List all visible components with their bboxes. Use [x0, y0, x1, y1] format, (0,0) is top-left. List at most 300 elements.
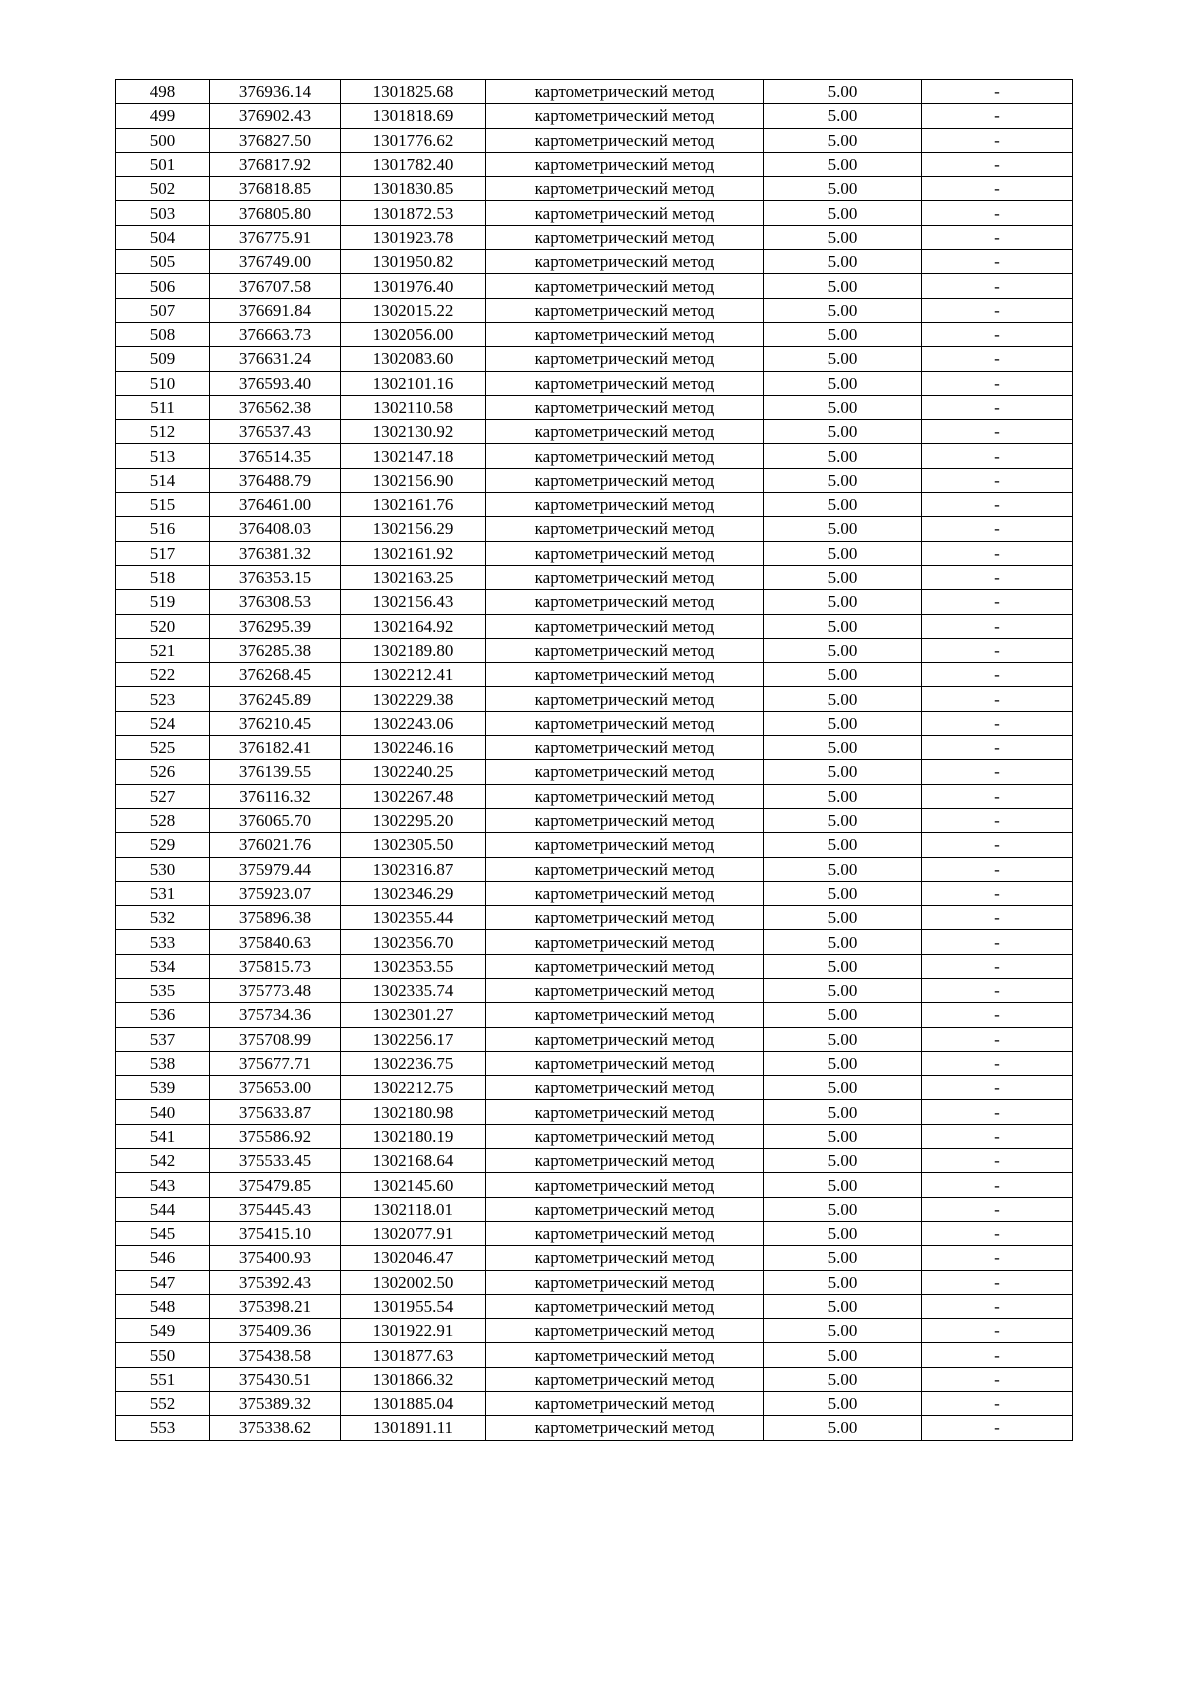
y-coordinate-cell: 1302101.16: [341, 371, 486, 395]
method-cell: картометрический метод: [486, 1294, 764, 1318]
x-coordinate-cell: 375586.92: [210, 1124, 341, 1148]
accuracy-cell: 5.00: [764, 930, 922, 954]
x-coordinate-cell: 376902.43: [210, 104, 341, 128]
y-coordinate-cell: 1302161.76: [341, 493, 486, 517]
table-row: [116, 614, 1073, 638]
document-page: [115, 79, 1072, 1441]
accuracy-cell: 5.00: [764, 1270, 922, 1294]
point-number-cell: 512: [116, 420, 210, 444]
y-coordinate-cell: 1302301.27: [341, 1003, 486, 1027]
table-row: [116, 638, 1073, 662]
point-number-cell: 508: [116, 322, 210, 346]
method-cell: картометрический метод: [486, 857, 764, 881]
accuracy-cell: 5.00: [764, 128, 922, 152]
point-number-cell: 505: [116, 250, 210, 274]
y-coordinate-cell: 1302002.50: [341, 1270, 486, 1294]
accuracy-cell: 5.00: [764, 638, 922, 662]
description-cell: -: [922, 371, 1073, 395]
point-number-cell: 525: [116, 736, 210, 760]
table-row: [116, 128, 1073, 152]
description-cell: -: [922, 1173, 1073, 1197]
x-coordinate-cell: 375677.71: [210, 1051, 341, 1075]
method-cell: картометрический метод: [486, 1003, 764, 1027]
y-coordinate-cell: 1302189.80: [341, 638, 486, 662]
description-cell: -: [922, 517, 1073, 541]
point-number-cell: 523: [116, 687, 210, 711]
x-coordinate-cell: 376775.91: [210, 225, 341, 249]
point-number-cell: 527: [116, 784, 210, 808]
y-coordinate-cell: 1301866.32: [341, 1367, 486, 1391]
accuracy-cell: 5.00: [764, 760, 922, 784]
method-cell: картометрический метод: [486, 590, 764, 614]
x-coordinate-cell: 376353.15: [210, 565, 341, 589]
x-coordinate-cell: 375979.44: [210, 857, 341, 881]
table-row: [116, 250, 1073, 274]
accuracy-cell: 5.00: [764, 1173, 922, 1197]
accuracy-cell: 5.00: [764, 1319, 922, 1343]
table-row: [116, 444, 1073, 468]
accuracy-cell: 5.00: [764, 104, 922, 128]
table-row: [116, 978, 1073, 1002]
table-row: [116, 1319, 1073, 1343]
x-coordinate-cell: 376295.39: [210, 614, 341, 638]
table-row: [116, 663, 1073, 687]
y-coordinate-cell: 1302156.29: [341, 517, 486, 541]
table-row: [116, 493, 1073, 517]
table-row: [116, 590, 1073, 614]
accuracy-cell: 5.00: [764, 1367, 922, 1391]
table-row: [116, 1392, 1073, 1416]
table-row: [116, 225, 1073, 249]
method-cell: картометрический метод: [486, 1076, 764, 1100]
accuracy-cell: 5.00: [764, 1294, 922, 1318]
method-cell: картометрический метод: [486, 833, 764, 857]
point-number-cell: 511: [116, 395, 210, 419]
point-number-cell: 520: [116, 614, 210, 638]
description-cell: -: [922, 104, 1073, 128]
accuracy-cell: 5.00: [764, 833, 922, 857]
method-cell: картометрический метод: [486, 784, 764, 808]
accuracy-cell: 5.00: [764, 1003, 922, 1027]
point-number-cell: 499: [116, 104, 210, 128]
method-cell: картометрический метод: [486, 1197, 764, 1221]
method-cell: картометрический метод: [486, 80, 764, 104]
point-number-cell: 509: [116, 347, 210, 371]
x-coordinate-cell: 376116.32: [210, 784, 341, 808]
y-coordinate-cell: 1301872.53: [341, 201, 486, 225]
method-cell: картометрический метод: [486, 906, 764, 930]
y-coordinate-cell: 1302305.50: [341, 833, 486, 857]
accuracy-cell: 5.00: [764, 347, 922, 371]
description-cell: -: [922, 80, 1073, 104]
description-cell: -: [922, 1367, 1073, 1391]
accuracy-cell: 5.00: [764, 1051, 922, 1075]
point-number-cell: 501: [116, 152, 210, 176]
table-row: [116, 808, 1073, 832]
y-coordinate-cell: 1302077.91: [341, 1221, 486, 1245]
y-coordinate-cell: 1301885.04: [341, 1392, 486, 1416]
y-coordinate-cell: 1302295.20: [341, 808, 486, 832]
table-row: [116, 1076, 1073, 1100]
method-cell: картометрический метод: [486, 638, 764, 662]
table-row: [116, 1367, 1073, 1391]
y-coordinate-cell: 1302147.18: [341, 444, 486, 468]
accuracy-cell: 5.00: [764, 177, 922, 201]
method-cell: картометрический метод: [486, 565, 764, 589]
method-cell: картометрический метод: [486, 1173, 764, 1197]
y-coordinate-cell: 1302015.22: [341, 298, 486, 322]
point-number-cell: 528: [116, 808, 210, 832]
y-coordinate-cell: 1301782.40: [341, 152, 486, 176]
x-coordinate-cell: 376631.24: [210, 347, 341, 371]
point-number-cell: 545: [116, 1221, 210, 1245]
x-coordinate-cell: 376268.45: [210, 663, 341, 687]
description-cell: -: [922, 1003, 1073, 1027]
y-coordinate-cell: 1302240.25: [341, 760, 486, 784]
y-coordinate-cell: 1302246.16: [341, 736, 486, 760]
method-cell: картометрический метод: [486, 1343, 764, 1367]
table-row: [116, 1003, 1073, 1027]
method-cell: картометрический метод: [486, 1319, 764, 1343]
y-coordinate-cell: 1302130.92: [341, 420, 486, 444]
accuracy-cell: 5.00: [764, 906, 922, 930]
description-cell: -: [922, 395, 1073, 419]
x-coordinate-cell: 375445.43: [210, 1197, 341, 1221]
point-number-cell: 532: [116, 906, 210, 930]
accuracy-cell: 5.00: [764, 250, 922, 274]
table-row: [116, 906, 1073, 930]
accuracy-cell: 5.00: [764, 954, 922, 978]
description-cell: -: [922, 1416, 1073, 1440]
x-coordinate-cell: 376827.50: [210, 128, 341, 152]
description-cell: -: [922, 687, 1073, 711]
y-coordinate-cell: 1302163.25: [341, 565, 486, 589]
y-coordinate-cell: 1302083.60: [341, 347, 486, 371]
accuracy-cell: 5.00: [764, 590, 922, 614]
table-row: [116, 1246, 1073, 1270]
y-coordinate-cell: 1302110.58: [341, 395, 486, 419]
method-cell: картометрический метод: [486, 1416, 764, 1440]
point-number-cell: 543: [116, 1173, 210, 1197]
point-number-cell: 522: [116, 663, 210, 687]
x-coordinate-cell: 375815.73: [210, 954, 341, 978]
description-cell: -: [922, 1392, 1073, 1416]
method-cell: картометрический метод: [486, 420, 764, 444]
method-cell: картометрический метод: [486, 760, 764, 784]
y-coordinate-cell: 1301976.40: [341, 274, 486, 298]
coordinates-table: [115, 79, 1073, 1441]
x-coordinate-cell: 376663.73: [210, 322, 341, 346]
accuracy-cell: 5.00: [764, 1100, 922, 1124]
y-coordinate-cell: 1301818.69: [341, 104, 486, 128]
x-coordinate-cell: 375734.36: [210, 1003, 341, 1027]
x-coordinate-cell: 376245.89: [210, 687, 341, 711]
description-cell: -: [922, 930, 1073, 954]
description-cell: -: [922, 128, 1073, 152]
accuracy-cell: 5.00: [764, 711, 922, 735]
method-cell: картометрический метод: [486, 444, 764, 468]
x-coordinate-cell: 375400.93: [210, 1246, 341, 1270]
method-cell: картометрический метод: [486, 1270, 764, 1294]
accuracy-cell: 5.00: [764, 1197, 922, 1221]
x-coordinate-cell: 375392.43: [210, 1270, 341, 1294]
table-row: [116, 152, 1073, 176]
accuracy-cell: 5.00: [764, 565, 922, 589]
y-coordinate-cell: 1302212.41: [341, 663, 486, 687]
table-row: [116, 104, 1073, 128]
accuracy-cell: 5.00: [764, 371, 922, 395]
description-cell: -: [922, 541, 1073, 565]
x-coordinate-cell: 375896.38: [210, 906, 341, 930]
y-coordinate-cell: 1302229.38: [341, 687, 486, 711]
method-cell: картометрический метод: [486, 1392, 764, 1416]
table-row: [116, 1051, 1073, 1075]
accuracy-cell: 5.00: [764, 784, 922, 808]
table-row: [116, 1100, 1073, 1124]
description-cell: -: [922, 663, 1073, 687]
point-number-cell: 536: [116, 1003, 210, 1027]
y-coordinate-cell: 1302046.47: [341, 1246, 486, 1270]
x-coordinate-cell: 376461.00: [210, 493, 341, 517]
table-row: [116, 1416, 1073, 1440]
y-coordinate-cell: 1302145.60: [341, 1173, 486, 1197]
x-coordinate-cell: 376805.80: [210, 201, 341, 225]
point-number-cell: 539: [116, 1076, 210, 1100]
accuracy-cell: 5.00: [764, 517, 922, 541]
point-number-cell: 540: [116, 1100, 210, 1124]
y-coordinate-cell: 1302316.87: [341, 857, 486, 881]
y-coordinate-cell: 1301877.63: [341, 1343, 486, 1367]
method-cell: картометрический метод: [486, 930, 764, 954]
y-coordinate-cell: 1301922.91: [341, 1319, 486, 1343]
point-number-cell: 531: [116, 881, 210, 905]
method-cell: картометрический метод: [486, 1367, 764, 1391]
table-row: [116, 833, 1073, 857]
point-number-cell: 534: [116, 954, 210, 978]
table-row: [116, 1197, 1073, 1221]
point-number-cell: 507: [116, 298, 210, 322]
accuracy-cell: 5.00: [764, 687, 922, 711]
x-coordinate-cell: 376488.79: [210, 468, 341, 492]
x-coordinate-cell: 376691.84: [210, 298, 341, 322]
accuracy-cell: 5.00: [764, 444, 922, 468]
table-row: [116, 954, 1073, 978]
method-cell: картометрический метод: [486, 978, 764, 1002]
description-cell: -: [922, 1221, 1073, 1245]
table-row: [116, 565, 1073, 589]
description-cell: -: [922, 1124, 1073, 1148]
table-row: [116, 1343, 1073, 1367]
x-coordinate-cell: 376065.70: [210, 808, 341, 832]
x-coordinate-cell: 376182.41: [210, 736, 341, 760]
method-cell: картометрический метод: [486, 468, 764, 492]
x-coordinate-cell: 376537.43: [210, 420, 341, 444]
table-row: [116, 177, 1073, 201]
method-cell: картометрический метод: [486, 1149, 764, 1173]
x-coordinate-cell: 375840.63: [210, 930, 341, 954]
y-coordinate-cell: 1301830.85: [341, 177, 486, 201]
point-number-cell: 498: [116, 80, 210, 104]
description-cell: -: [922, 1197, 1073, 1221]
point-number-cell: 526: [116, 760, 210, 784]
accuracy-cell: 5.00: [764, 978, 922, 1002]
description-cell: -: [922, 857, 1073, 881]
point-number-cell: 549: [116, 1319, 210, 1343]
method-cell: картометрический метод: [486, 1051, 764, 1075]
method-cell: картометрический метод: [486, 371, 764, 395]
description-cell: -: [922, 590, 1073, 614]
description-cell: -: [922, 201, 1073, 225]
x-coordinate-cell: 376308.53: [210, 590, 341, 614]
y-coordinate-cell: 1302236.75: [341, 1051, 486, 1075]
description-cell: -: [922, 1100, 1073, 1124]
description-cell: -: [922, 444, 1073, 468]
description-cell: -: [922, 638, 1073, 662]
point-number-cell: 529: [116, 833, 210, 857]
x-coordinate-cell: 376562.38: [210, 395, 341, 419]
table-row: [116, 1221, 1073, 1245]
method-cell: картометрический метод: [486, 395, 764, 419]
table-row: [116, 930, 1073, 954]
accuracy-cell: 5.00: [764, 420, 922, 444]
x-coordinate-cell: 376210.45: [210, 711, 341, 735]
point-number-cell: 546: [116, 1246, 210, 1270]
description-cell: -: [922, 298, 1073, 322]
accuracy-cell: 5.00: [764, 1392, 922, 1416]
point-number-cell: 504: [116, 225, 210, 249]
point-number-cell: 500: [116, 128, 210, 152]
description-cell: -: [922, 711, 1073, 735]
table-row: [116, 760, 1073, 784]
x-coordinate-cell: 376408.03: [210, 517, 341, 541]
y-coordinate-cell: 1302164.92: [341, 614, 486, 638]
method-cell: картометрический метод: [486, 711, 764, 735]
description-cell: -: [922, 736, 1073, 760]
accuracy-cell: 5.00: [764, 1416, 922, 1440]
point-number-cell: 518: [116, 565, 210, 589]
x-coordinate-cell: 375708.99: [210, 1027, 341, 1051]
point-number-cell: 521: [116, 638, 210, 662]
x-coordinate-cell: 376593.40: [210, 371, 341, 395]
description-cell: -: [922, 784, 1073, 808]
description-cell: -: [922, 833, 1073, 857]
table-row: [116, 687, 1073, 711]
table-row: [116, 1149, 1073, 1173]
method-cell: картометрический метод: [486, 274, 764, 298]
y-coordinate-cell: 1302212.75: [341, 1076, 486, 1100]
y-coordinate-cell: 1302168.64: [341, 1149, 486, 1173]
y-coordinate-cell: 1302355.44: [341, 906, 486, 930]
x-coordinate-cell: 375430.51: [210, 1367, 341, 1391]
table-row: [116, 322, 1073, 346]
description-cell: -: [922, 978, 1073, 1002]
description-cell: -: [922, 1246, 1073, 1270]
method-cell: картометрический метод: [486, 152, 764, 176]
table-row: [116, 371, 1073, 395]
x-coordinate-cell: 376936.14: [210, 80, 341, 104]
method-cell: картометрический метод: [486, 808, 764, 832]
point-number-cell: 502: [116, 177, 210, 201]
description-cell: -: [922, 493, 1073, 517]
table-row: [116, 541, 1073, 565]
x-coordinate-cell: 375398.21: [210, 1294, 341, 1318]
accuracy-cell: 5.00: [764, 493, 922, 517]
method-cell: картометрический метод: [486, 614, 764, 638]
description-cell: -: [922, 1270, 1073, 1294]
accuracy-cell: 5.00: [764, 152, 922, 176]
method-cell: картометрический метод: [486, 1246, 764, 1270]
accuracy-cell: 5.00: [764, 1149, 922, 1173]
x-coordinate-cell: 375409.36: [210, 1319, 341, 1343]
description-cell: -: [922, 1076, 1073, 1100]
method-cell: картометрический метод: [486, 104, 764, 128]
point-number-cell: 510: [116, 371, 210, 395]
x-coordinate-cell: 376285.38: [210, 638, 341, 662]
description-cell: -: [922, 468, 1073, 492]
x-coordinate-cell: 375438.58: [210, 1343, 341, 1367]
point-number-cell: 542: [116, 1149, 210, 1173]
description-cell: -: [922, 347, 1073, 371]
y-coordinate-cell: 1302267.48: [341, 784, 486, 808]
table-row: [116, 1294, 1073, 1318]
description-cell: -: [922, 760, 1073, 784]
description-cell: -: [922, 954, 1073, 978]
y-coordinate-cell: 1301825.68: [341, 80, 486, 104]
y-coordinate-cell: 1302180.98: [341, 1100, 486, 1124]
description-cell: -: [922, 881, 1073, 905]
x-coordinate-cell: 375479.85: [210, 1173, 341, 1197]
accuracy-cell: 5.00: [764, 322, 922, 346]
y-coordinate-cell: 1302346.29: [341, 881, 486, 905]
point-number-cell: 541: [116, 1124, 210, 1148]
method-cell: картометрический метод: [486, 1221, 764, 1245]
method-cell: картометрический метод: [486, 517, 764, 541]
method-cell: картометрический метод: [486, 687, 764, 711]
table-row: [116, 784, 1073, 808]
accuracy-cell: 5.00: [764, 225, 922, 249]
method-cell: картометрический метод: [486, 177, 764, 201]
accuracy-cell: 5.00: [764, 1076, 922, 1100]
accuracy-cell: 5.00: [764, 201, 922, 225]
x-coordinate-cell: 376749.00: [210, 250, 341, 274]
x-coordinate-cell: 376514.35: [210, 444, 341, 468]
accuracy-cell: 5.00: [764, 808, 922, 832]
method-cell: картометрический метод: [486, 881, 764, 905]
y-coordinate-cell: 1302353.55: [341, 954, 486, 978]
description-cell: -: [922, 565, 1073, 589]
x-coordinate-cell: 375533.45: [210, 1149, 341, 1173]
y-coordinate-cell: 1301950.82: [341, 250, 486, 274]
table-row: [116, 1270, 1073, 1294]
point-number-cell: 524: [116, 711, 210, 735]
table-row: [116, 517, 1073, 541]
point-number-cell: 548: [116, 1294, 210, 1318]
x-coordinate-cell: 375389.32: [210, 1392, 341, 1416]
table-row: [116, 1027, 1073, 1051]
point-number-cell: 503: [116, 201, 210, 225]
accuracy-cell: 5.00: [764, 1343, 922, 1367]
coordinates-table-body: [116, 80, 1073, 1441]
accuracy-cell: 5.00: [764, 1246, 922, 1270]
description-cell: -: [922, 1319, 1073, 1343]
y-coordinate-cell: 1302156.90: [341, 468, 486, 492]
table-row: [116, 857, 1073, 881]
x-coordinate-cell: 376139.55: [210, 760, 341, 784]
table-row: [116, 347, 1073, 371]
accuracy-cell: 5.00: [764, 80, 922, 104]
description-cell: -: [922, 906, 1073, 930]
x-coordinate-cell: 375923.07: [210, 881, 341, 905]
